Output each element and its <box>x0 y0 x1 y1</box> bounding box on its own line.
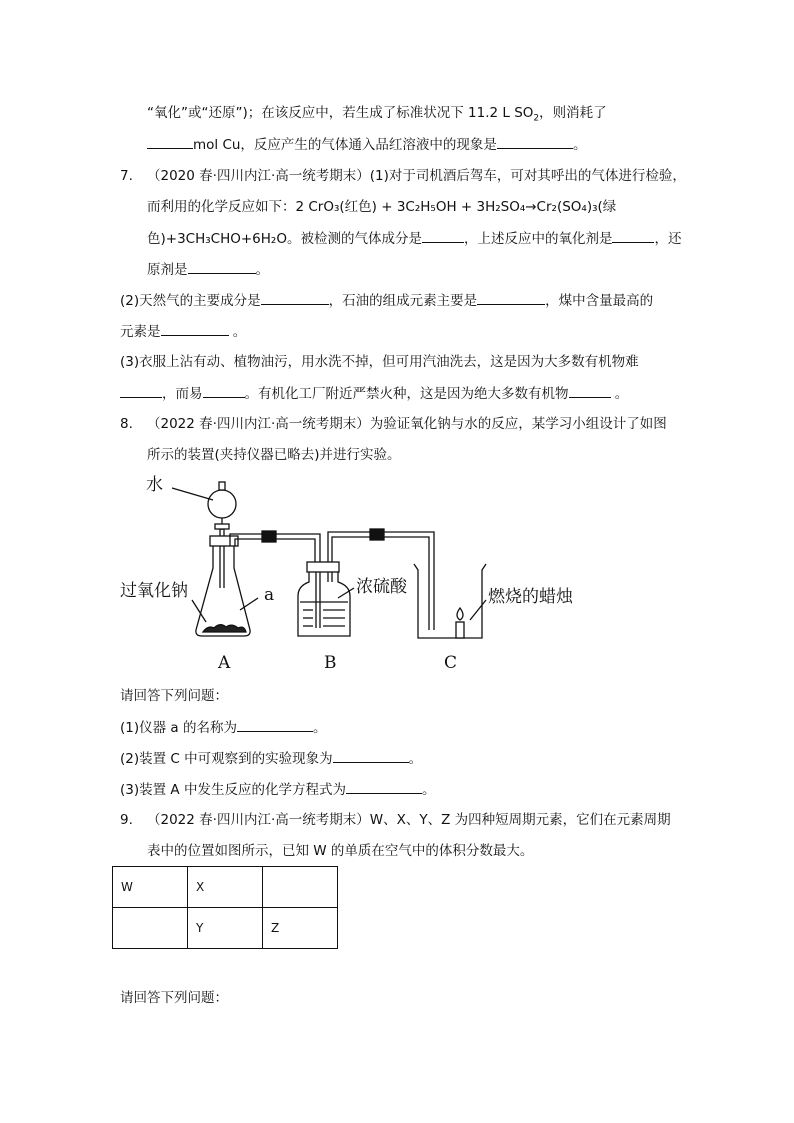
table-row <box>113 867 338 908</box>
q7-s2c: ，煤中含量最高的 <box>545 293 654 309</box>
q6-blank-cu[interactable] <box>147 134 193 149</box>
q6-text-1-end: ，则消耗了 <box>539 105 607 121</box>
table-cell <box>113 908 188 949</box>
separatory-funnel-bulb <box>208 490 236 518</box>
q7-number: 7. <box>120 168 133 184</box>
q7-s3b: ，而易 <box>162 386 203 402</box>
q7-s2e: 。 <box>228 324 247 340</box>
q8-s3a: (3)装置 A 中发生反应的化学方程式为 <box>120 782 346 798</box>
q7-blank-insoluble[interactable] <box>120 383 162 398</box>
q7-para1: （2020 春·四川内江·高一统考期末）(1)对于司机酒后驾车，可对其呼出的气体进行检验， <box>147 168 686 184</box>
q7-p3b: ，上述反应中的氧化剂是 <box>463 231 613 247</box>
q9-para2: 表中的位置如图所示，已知 W 的单质在空气中的体积分数最大。 <box>147 843 534 859</box>
q8-s2a: (2)装置 C 中可观察到的实验现象为 <box>120 751 333 767</box>
q7-s2d: 元素是 <box>120 324 161 340</box>
label-a: a <box>264 585 275 605</box>
q9-number: 9. <box>120 812 133 828</box>
q8-blank-instrument[interactable] <box>237 717 313 732</box>
q6-blank-phenomenon[interactable] <box>497 134 573 149</box>
label-C: C <box>444 653 458 673</box>
q7-s3c: 。有机化工厂附近严禁火种，这是因为绝大多数有机物 <box>244 386 569 402</box>
q8-s2b: 。 <box>408 751 423 767</box>
q7-blank-oxidant[interactable] <box>612 228 654 243</box>
q7-p3a: 色)+3CH₃CHO+6H₂O。被检测的气体成分是 <box>147 231 422 247</box>
q7-s2b: ，石油的组成元素主要是 <box>328 293 478 309</box>
q7-blank-reductant[interactable] <box>188 259 256 274</box>
q8-sub2 <box>120 748 422 769</box>
q8-sub1 <box>120 717 326 738</box>
q8-s1a: (1)仪器 a 的名称为 <box>120 720 237 736</box>
q6-line1 <box>147 103 607 129</box>
table-cell: Z <box>263 908 338 949</box>
label-A: A <box>218 653 231 673</box>
q6-text-1: “氧化”或“还原”)；在该反应中，若生成了标准状况下 11.2 L SO <box>147 105 534 121</box>
q7-blank-soluble[interactable] <box>203 383 245 398</box>
apparatus-figure <box>110 470 600 675</box>
table-cell: W <box>113 867 188 908</box>
q6-sub: 2 <box>533 113 540 124</box>
q9-para1: （2022 春·四川内江·高一统考期末）W、X、Y、Z 为四种短周期元素，它们在元素周期 <box>147 812 671 828</box>
q8-blank-phenomenon[interactable] <box>333 748 409 763</box>
q8-sub3 <box>120 779 435 800</box>
q8-blank-equation[interactable] <box>346 779 422 794</box>
periodic-table-snippet <box>112 866 338 949</box>
candle <box>456 622 464 638</box>
q6-end: 。 <box>572 137 587 153</box>
label-B: B <box>324 653 337 673</box>
q7-sub2 <box>120 290 653 311</box>
table-cell <box>263 867 338 908</box>
q7-p4b: 。 <box>255 262 269 278</box>
q8-prompt: 请回答下列问题： <box>120 688 228 704</box>
q8-number: 8. <box>120 416 133 432</box>
q7-s3d: 。 <box>610 386 629 402</box>
q7-blank-coal[interactable] <box>161 321 229 336</box>
q7-sub3: (3)衣服上沾有动、植物油污，用水洗不掉，但可用汽油洗去，这是因为大多数有机物难 <box>120 354 639 370</box>
q6-line2 <box>147 134 586 155</box>
q7-blank-petroleum[interactable] <box>477 290 545 305</box>
table-row <box>113 908 338 949</box>
q7-para2: 而利用的化学反应如下：2 CrO₃(红色) + 3C₂H₅OH + 3H₂SO₄→Cr₂(SO₄)₃(绿 <box>147 199 617 215</box>
q8-s1b: 。 <box>312 720 327 736</box>
q7-para3 <box>147 228 681 249</box>
q7-blank-natgas[interactable] <box>261 290 329 305</box>
label-candle: 燃烧的蜡烛 <box>488 587 573 607</box>
q7-para4 <box>147 259 269 280</box>
q7-p4a: 原剂是 <box>147 262 188 278</box>
q7-s2a: (2)天然气的主要成分是 <box>120 293 261 309</box>
beaker <box>414 564 486 638</box>
q7-sub3-cont <box>120 383 628 404</box>
q7-blank-flammable[interactable] <box>569 383 611 398</box>
table-cell: Y <box>188 908 263 949</box>
label-acid: 浓硫酸 <box>356 577 407 597</box>
q8-para1: （2022 春·四川内江·高一统考期末）为验证氧化钠与水的反应，某学习小组设计了如图 <box>147 416 667 432</box>
q8-para2: 所示的装置(夹持仪器已略去)并进行实验。 <box>147 447 401 463</box>
q9-prompt: 请回答下列问题： <box>120 990 228 1006</box>
q8-s3b: 。 <box>421 782 436 798</box>
label-peroxide: 过氧化钠 <box>120 581 188 601</box>
q7-p3c: ，还 <box>654 231 682 247</box>
label-water: 水 <box>146 475 163 495</box>
table-cell: X <box>188 867 263 908</box>
q6-unit: mol Cu，反应产生的气体通入品红溶液中的现象是 <box>193 137 497 153</box>
q7-blank-gas[interactable] <box>422 228 464 243</box>
q7-sub2-cont <box>120 321 246 342</box>
conical-flask <box>196 546 250 636</box>
